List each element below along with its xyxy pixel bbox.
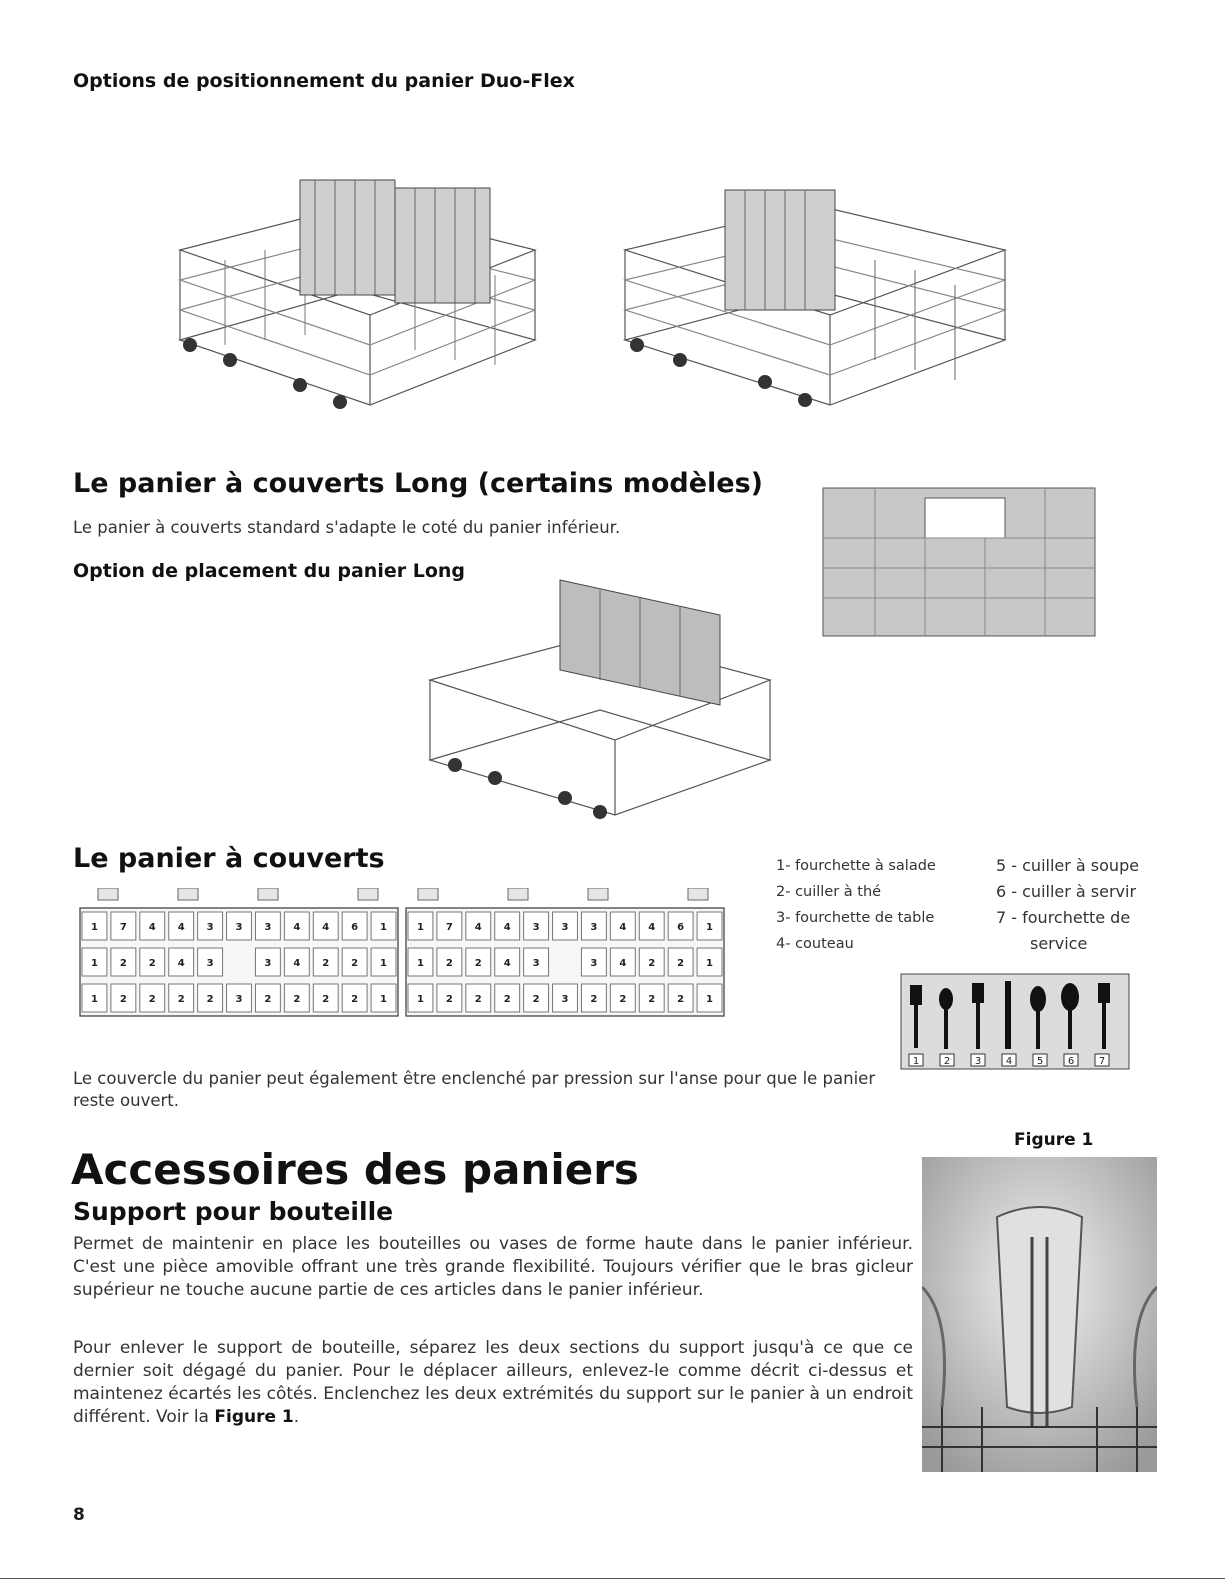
basket-slot-number: 2	[119, 994, 127, 1005]
basket-slot-number: 7	[445, 922, 453, 933]
basket-slot-number: 1	[380, 994, 388, 1005]
basket-slot-number: 4	[293, 922, 301, 933]
basket-slot-number: 2	[677, 994, 685, 1005]
basket-slot-number: 2	[590, 994, 598, 1005]
utensil-number: 2	[943, 1056, 951, 1067]
basket-slot-number: 1	[706, 994, 714, 1005]
basket-slot-number: 4	[148, 922, 156, 933]
utensil-number: 4	[1005, 1056, 1013, 1067]
utensil-legend-left	[776, 853, 936, 957]
page-number: 8	[73, 1505, 85, 1525]
basket-slot-number: 4	[474, 922, 482, 933]
bottle-support-paragraph-2	[73, 1337, 913, 1429]
basket-slot-number: 1	[706, 922, 714, 933]
basket-slot-number: 1	[90, 958, 98, 969]
utensil-legend-right	[996, 853, 1139, 957]
legend-item: 7 - fourchette de	[996, 908, 1131, 927]
basket-slot-number: 3	[532, 958, 540, 969]
long-basket-text: Le panier à couverts standard s'adapte le coté du panier inférieur.	[73, 518, 621, 537]
basket-slot-number: 4	[177, 922, 185, 933]
basket-slot-number: 2	[648, 994, 656, 1005]
bottle-support-paragraph-1: Permet de maintenir en place les bouteilles ou vases de forme haute dans le panier inférieur. C'est une pièce amovible offrant une très grande flexibilité. Toujours vérifier que le bras gicleur supérieur ne touche aucune partie de ces articles dans le panier inférieur.	[73, 1234, 913, 1300]
accessories-heading: Accessoires des paniers	[71, 1145, 639, 1194]
basket-slot-number: 3	[235, 994, 243, 1005]
legend-item: 6 - cuiller à servir	[996, 882, 1137, 901]
basket-slot-number: 6	[677, 922, 685, 933]
basket-slot-number: 1	[416, 922, 424, 933]
basket-slot-number: 3	[532, 922, 540, 933]
basket-slot-number: 1	[380, 922, 388, 933]
basket-slot-number: 1	[90, 922, 98, 933]
figure-1-bottle-support-photo	[922, 1157, 1157, 1472]
basket-slot-number: 4	[648, 922, 656, 933]
basket-slot-number: 6	[351, 922, 359, 933]
paragraph-text: Pour enlever le support de bouteille, séparez les deux sections du support jusqu'à ce que ce dernier soit dégagé du panier. Pour le déplacer ailleurs, enlevez-le comme décrit ci-dessus et maintenez écartés les côtés. Enclenchez les deux extrémités du support sur le panier à un endroit différent. Voir la	[73, 1338, 913, 1427]
basket-slot-number: 1	[90, 994, 98, 1005]
basket-slot-number: 4	[619, 922, 627, 933]
basket-slot-number: 1	[416, 958, 424, 969]
rack-long-basket-illustration	[420, 560, 780, 820]
basket-slot-number: 3	[590, 958, 598, 969]
legend-item: 2- cuiller à thé	[776, 884, 882, 900]
basket-slot-number: 2	[474, 958, 482, 969]
basket-slot-number: 4	[503, 958, 511, 969]
basket-slot-number: 3	[561, 922, 569, 933]
basket-slot-number: 2	[445, 958, 453, 969]
basket-slot-number: 2	[503, 994, 511, 1005]
utensil-number: 7	[1098, 1056, 1106, 1067]
paragraph-punctuation: .	[293, 1407, 300, 1427]
basket-slot-number: 3	[590, 922, 598, 933]
basket-slot-number: 2	[322, 958, 330, 969]
basket-slot-number: 2	[351, 994, 359, 1005]
basket-slot-number: 4	[177, 958, 185, 969]
basket-slot-number: 1	[380, 958, 388, 969]
figure-1-label: Figure 1	[1014, 1130, 1094, 1150]
basket-slot-number: 2	[532, 994, 540, 1005]
duo-flex-heading: Options de positionnement du panier Duo-Flex	[73, 70, 575, 92]
legend-item: 1- fourchette à salade	[776, 858, 936, 874]
legend-item: 3- fourchette de table	[776, 910, 935, 926]
basket-slot-number: 2	[474, 994, 482, 1005]
basket-slot-number: 2	[119, 958, 127, 969]
rack-illustration-two-baskets	[165, 140, 550, 420]
bottle-support-heading: Support pour bouteille	[73, 1197, 394, 1226]
rack-illustration-one-basket	[615, 150, 1015, 420]
basket-slot-number: 2	[177, 994, 185, 1005]
basket-slot-number: 3	[206, 958, 214, 969]
utensil-number: 6	[1067, 1056, 1075, 1067]
utensil-types-panel	[900, 973, 1130, 1070]
long-basket-heading: Le panier à couverts Long (certains modèles)	[73, 468, 764, 499]
cutlery-basket-heading: Le panier à couverts	[73, 843, 385, 874]
basket-slot-number: 2	[445, 994, 453, 1005]
basket-slot-number: 4	[293, 958, 301, 969]
basket-slot-number: 3	[235, 922, 243, 933]
basket-slot-number: 4	[503, 922, 511, 933]
basket-slot-number: 2	[648, 958, 656, 969]
long-cutlery-basket-illustration	[815, 458, 1105, 643]
cutlery-basket-slot-diagram	[78, 888, 728, 1023]
basket-slot-number: 2	[293, 994, 301, 1005]
basket-slot-number: 2	[322, 994, 330, 1005]
legend-item: 5 - cuiller à soupe	[996, 856, 1140, 875]
bottom-rule	[0, 1578, 1225, 1579]
basket-slot-number: 2	[619, 994, 627, 1005]
basket-slot-number: 2	[677, 958, 685, 969]
long-basket-placement-heading: Option de placement du panier Long	[73, 560, 465, 582]
utensil-number: 1	[912, 1056, 920, 1067]
basket-lid-note: Le couvercle du panier peut également être enclenché par pression sur l'anse pour que le panier reste ouvert.	[73, 1069, 876, 1110]
basket-slot-number: 2	[351, 958, 359, 969]
figure-reference: Figure 1	[214, 1407, 294, 1427]
basket-slot-number: 3	[264, 922, 272, 933]
basket-slot-number: 2	[206, 994, 214, 1005]
basket-slot-number: 4	[322, 922, 330, 933]
basket-slot-number: 1	[416, 994, 424, 1005]
basket-slot-number: 2	[264, 994, 272, 1005]
basket-slot-number: 3	[206, 922, 214, 933]
basket-slot-number: 3	[561, 994, 569, 1005]
basket-slot-number: 4	[619, 958, 627, 969]
basket-slot-number: 1	[706, 958, 714, 969]
basket-slot-number: 2	[148, 958, 156, 969]
utensil-number: 3	[974, 1056, 982, 1067]
basket-slot-number: 7	[119, 922, 127, 933]
basket-slot-number: 3	[264, 958, 272, 969]
basket-slot-number: 2	[148, 994, 156, 1005]
legend-item: 4- couteau	[776, 936, 854, 952]
utensil-number: 5	[1036, 1056, 1044, 1067]
legend-item: service	[1030, 934, 1088, 953]
